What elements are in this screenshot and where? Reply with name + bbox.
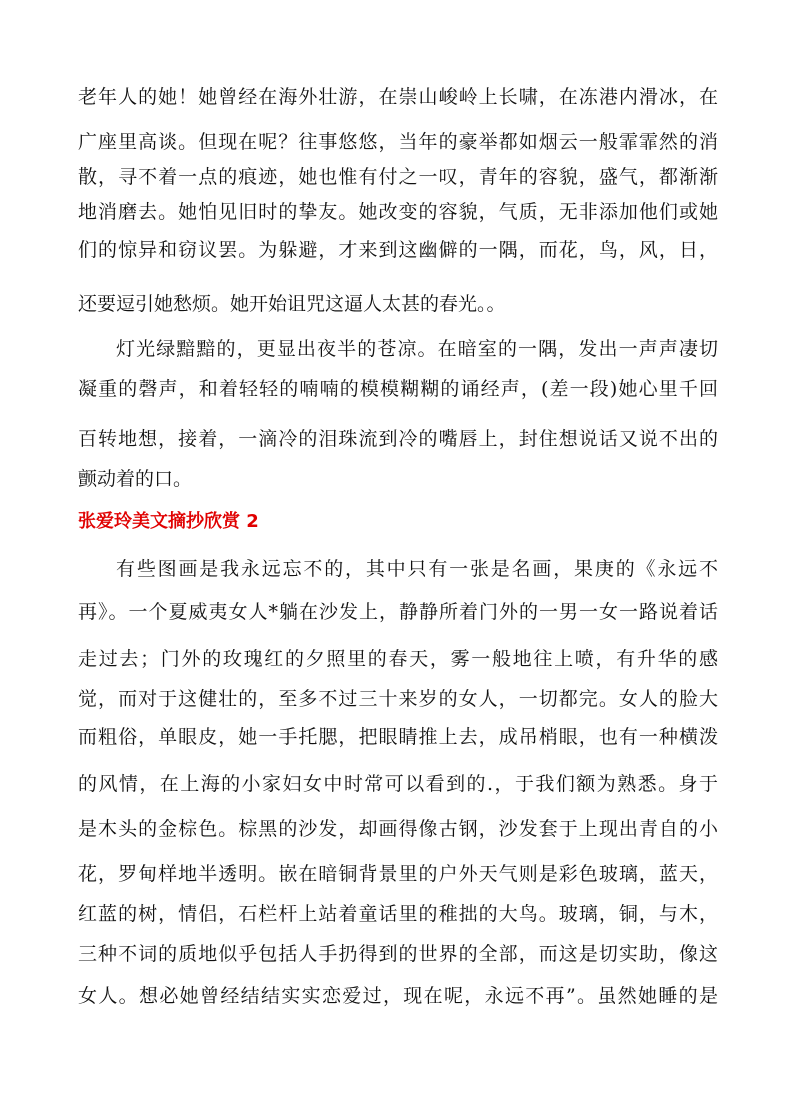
paragraph-2-line-3: 百转地想，接着，一滴冷的泪珠流到冷的嘴唇上，封住想说话又说不出的 [78, 428, 718, 450]
paragraph-1-line-4: 地消磨去。她怕见旧时的挚友。她改变的容貌，气质，无非添加他们或她 [78, 201, 718, 223]
paragraph-3-line-8: 花，罗甸样地半透明。嵌在暗铜背景里的户外天气则是彩色玻璃，蓝天， [78, 863, 718, 885]
paragraph-3-line-11: 女人。想必她曾经结结实实恋爱过，现在呢，永远不再”。虽然她睡的是 [78, 985, 718, 1007]
paragraph-1-line-1: 老年人的她！她曾经在海外壮游，在崇山峻岭上长啸，在冻港内滑冰，在 [78, 86, 718, 108]
section-heading: 张爱玲美文摘抄欣赏 2 [78, 511, 259, 532]
paragraph-3-line-4: 觉，而对于这健壮的，至多不过三十来岁的女人，一切都完。女人的脸大 [78, 688, 718, 710]
paragraph-3-line-10: 三种不词的质地似乎包括人手扔得到的世界的全部，而这是切实助，像这 [78, 943, 718, 965]
paragraph-2-line-2: 凝重的磬声，和着轻轻的喃喃的模模糊糊的诵经声，(差一段)她心里千回 [78, 378, 718, 400]
paragraph-3-line-1: 有些图画是我永远忘不的，其中只有一张是名画，果庚的《永远不 [116, 558, 718, 580]
paragraph-1-line-3: 散，寻不着一点的痕迹，她也惟有付之一叹，青年的容貌，盛气，都渐渐 [78, 166, 718, 188]
paragraph-3-line-7: 是木头的金棕色。棕黑的沙发，却画得像古钢，沙发套于上现出青自的小 [78, 818, 718, 840]
paragraph-3-line-9: 红蓝的树，情侣，石栏杆上站着童话里的稚拙的大鸟。玻璃，铜，与木， [78, 903, 718, 925]
paragraph-1-line-5: 们的惊异和窃议罢。为躲避，才来到这幽僻的一隅，而花，鸟，风，日， [78, 239, 718, 261]
paragraph-2-line-1: 灯光绿黯黯的，更显出夜半的苍凉。在暗室的一隅，发出一声声凄切 [116, 338, 718, 360]
paragraph-3-line-3: 走过去；门外的玫瑰红的夕照里的春天，雾一般地往上喷，有升华的感 [78, 648, 718, 670]
paragraph-2-line-4: 颤动着的口。 [78, 468, 193, 490]
paragraph-3-line-5: 而粗俗，单眼皮，她一手托腮，把眼睛推上去，成吊梢眼，也有一种横泼 [78, 726, 718, 748]
paragraph-1-line-2: 广座里高谈。但现在呢？往事悠悠，当年的豪举都如烟云一般霏霏然的消 [78, 131, 718, 153]
paragraph-3-line-2: 再》。一个夏威夷女人*躺在沙发上，静静所着门外的一男一女一路说着话 [78, 601, 718, 623]
paragraph-3-line-6: 的风情，在上海的小家妇女中时常可以看到的.，于我们额为熟悉。身于 [78, 773, 718, 795]
paragraph-1-line-6: 还要逗引她愁烦。她开始诅咒这逼人太甚的春光。。 [78, 293, 506, 315]
